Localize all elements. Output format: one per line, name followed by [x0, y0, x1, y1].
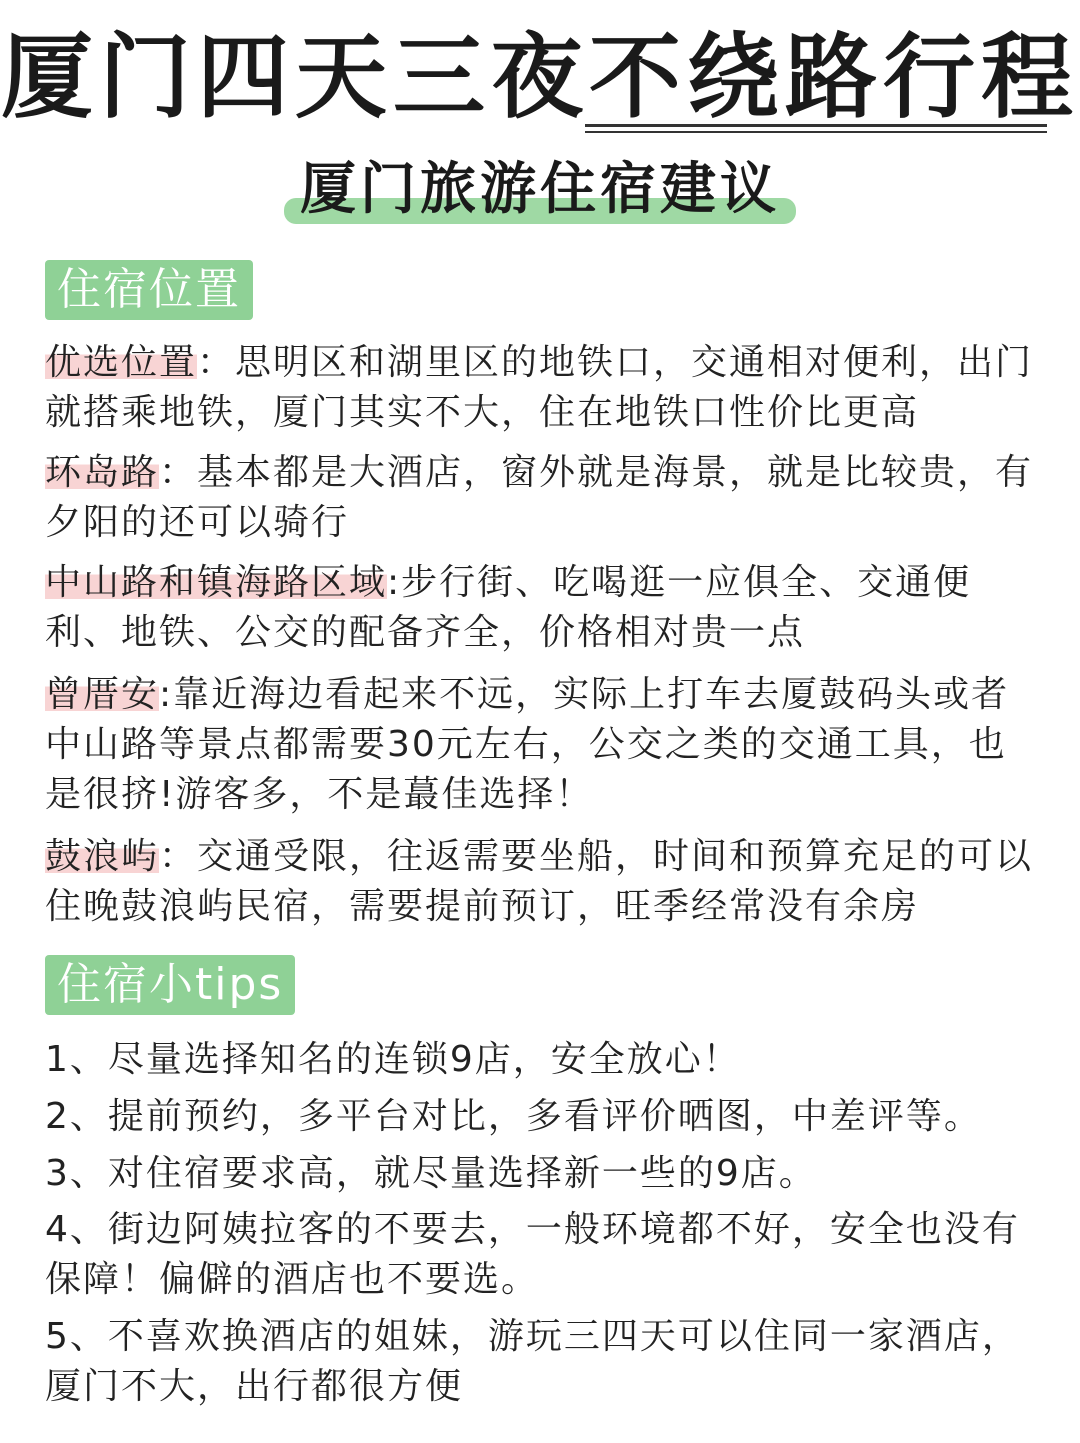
location-item-text: 靠近海边看起来不远，实际上打车去厦鼓码头或者中山路等景点都需要30元左右，公交之类的交通工具，也是很挤!游客多，不是蕞佳选择！: [45, 674, 1010, 815]
location-item: [45, 338, 1035, 438]
tip-item: 1、尽量选择知名的连锁9店，安全放心！: [45, 1039, 741, 1080]
location-item-key: 鼓浪屿: [45, 836, 160, 877]
location-item: [45, 448, 1035, 548]
location-item-key: 曾厝安: [45, 674, 160, 715]
location-item-text: 思明区和湖里区的地铁口，交通相对便利，出门就搭乘地铁，厦门其实不大，住在地铁口性价比更高: [45, 342, 1034, 433]
location-item-text: 交通受限，往返需要坐船，时间和预算充足的可以住晚鼓浪屿民宿，需要提前预订，旺季经常没有余房: [45, 836, 1034, 927]
location-item-key: 优选位置: [45, 342, 198, 383]
location-item-sep: ：: [197, 342, 236, 383]
subtitle-container: [0, 152, 1080, 228]
location-item-sep: :: [387, 562, 402, 603]
location-item-sep: ：: [159, 452, 198, 493]
section-label-tips: 住宿小tips: [45, 955, 295, 1015]
tip-item: 5、不喜欢换酒店的姐妹，游玩三四天可以住同一家酒店，厦门不大，出行都很方便: [45, 1316, 1020, 1407]
location-item-sep: ：: [159, 836, 198, 877]
tip-item: 2、提前预约，多平台对比，多看评价晒图，中差评等。: [45, 1096, 982, 1137]
tip-item: 4、街边阿姨拉客的不要去，一般环境都不好，安全也没有保障！偏僻的酒店也不要选。: [45, 1209, 1020, 1300]
page-subtitle: 厦门旅游住宿建议: [290, 152, 790, 228]
section-label-location: 住宿位置: [45, 260, 253, 320]
location-item-key: 环岛路: [45, 452, 160, 493]
location-item-key: 中山路和镇海路区域: [45, 562, 388, 603]
location-item: [45, 832, 1035, 932]
page-title: 厦门四天三夜不绕路行程: [0, 24, 1079, 131]
location-item-text: 步行街、吃喝逛一应俱全、交通便利、地铁、公交的配备齐全，价格相对贵一点: [45, 562, 972, 653]
location-item-sep: :: [159, 674, 174, 715]
location-item: [45, 558, 1035, 658]
location-item-text: 基本都是大酒店，窗外就是海景，就是比较贵，有夕阳的还可以骑行: [45, 452, 1034, 543]
tip-item: 3、对住宿要求高，就尽量选择新一些的9店。: [45, 1153, 817, 1194]
location-item: [45, 670, 1035, 820]
title-underline: [585, 124, 1047, 133]
